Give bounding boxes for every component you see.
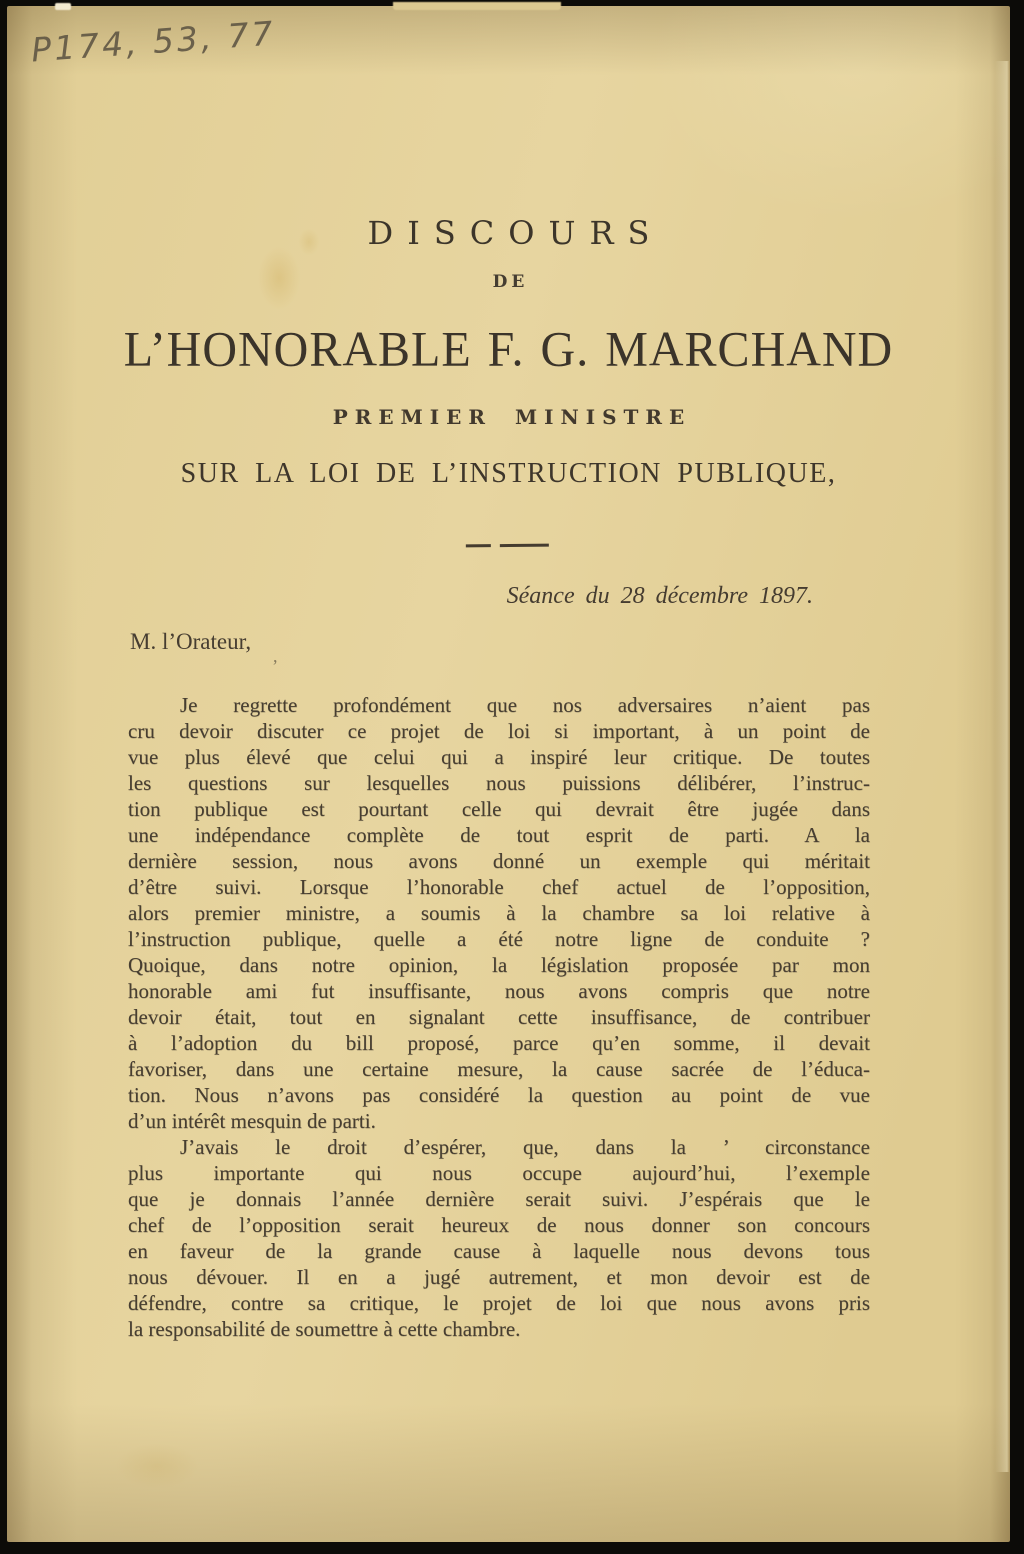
text-line: Quoique, dans notre opinion, la législation proposée par mon — [128, 953, 870, 977]
session-date-line: Séance du 28 décembre 1897. — [506, 583, 813, 609]
text-line: plus importante qui nous occupe aujourd’hui, l’exemple — [128, 1161, 870, 1185]
text-line: défendre, contre sa critique, le projet de loi que nous avons pris — [128, 1291, 870, 1315]
text-line: la responsabilité de soumettre à cette chambre. — [128, 1317, 521, 1341]
paper-top-edge-speck — [55, 3, 71, 10]
text-line: d’être suivi. Lorsque l’honorable chef actuel de l’opposition, — [128, 875, 870, 899]
text-line: cru devoir discuter ce projet de loi si important, à un point de — [128, 719, 870, 743]
ornamental-rule — [465, 536, 548, 555]
text-line: d’un intérêt mesquin de parti. — [128, 1109, 376, 1133]
text-line: l’instruction publique, quelle a été notre ligne de conduite ? — [128, 927, 870, 951]
paper-top-edge-notch — [393, 2, 561, 10]
text-line: vue plus élevé que celui qui a inspiré leur critique. De toutes — [128, 745, 870, 769]
text-line: Je regrette profondément que nos adversaires n’aient pas — [180, 693, 870, 717]
text-line: en faveur de la grande cause à laquelle nous devons tous — [128, 1239, 870, 1263]
text-line: alors premier ministre, a soumis à la chambre sa loi relative à — [128, 901, 870, 925]
speech-body — [128, 692, 870, 1342]
handwritten-catalog-number: P174, 53, 77 — [29, 13, 277, 70]
salutation: M. l’Orateur, — [130, 629, 252, 654]
body-paragraph-2 — [128, 1134, 870, 1342]
text-line: chef de l’opposition serait heureux de nous donner son concours — [128, 1213, 870, 1237]
text-line: J’avais le droit d’espérer, que, dans la ’ circonstance — [180, 1135, 870, 1159]
body-paragraph-1 — [128, 692, 870, 1134]
rule-dash-long — [499, 543, 548, 547]
title-de: DE — [492, 272, 529, 292]
text-line: favoriser, dans une certaine mesure, la cause sacrée de l’éduca- — [128, 1057, 870, 1081]
text-line: nous dévouer. Il en a jugé autrement, et mon devoir est de — [128, 1265, 870, 1289]
text-line: que je donnais l’année dernière serait suivi. J’espérais que le — [128, 1187, 870, 1211]
subtitle-sur-la-loi: SUR LA LOI DE L’INSTRUCTION PUBLIQUE, — [180, 458, 837, 489]
paper-sheet — [7, 6, 1010, 1542]
stray-ink-mark: , — [273, 646, 278, 666]
text-line: une indépendance complète de tout esprit de parti. A la — [128, 823, 870, 847]
text-line: à l’adoption du bill proposé, parce qu’en somme, il devait — [128, 1031, 870, 1055]
text-line: honorable ami fut insuffisante, nous avons compris que notre — [128, 979, 870, 1003]
title-discours: DISCOURS — [367, 214, 664, 252]
title-honorable-marchand: L’HONORABLE F. G. MARCHAND — [123, 321, 894, 378]
text-line: tion. Nous n’avons pas considéré la question au point de vue — [128, 1083, 870, 1107]
text-line: les questions sur lesquelles nous puissions délibérer, l’instruc- — [128, 771, 870, 795]
text-line: tion publique est pourtant celle qui devrait être jugée dans — [128, 797, 870, 821]
subtitle-premier-ministre: PREMIER MINISTRE — [332, 405, 692, 429]
text-line: dernière session, nous avons donné un exemple qui méritait — [128, 849, 870, 873]
text-line: devoir était, tout en signalant cette insuffisance, de contribuer — [128, 1005, 870, 1029]
rule-dash-short — [465, 544, 490, 547]
